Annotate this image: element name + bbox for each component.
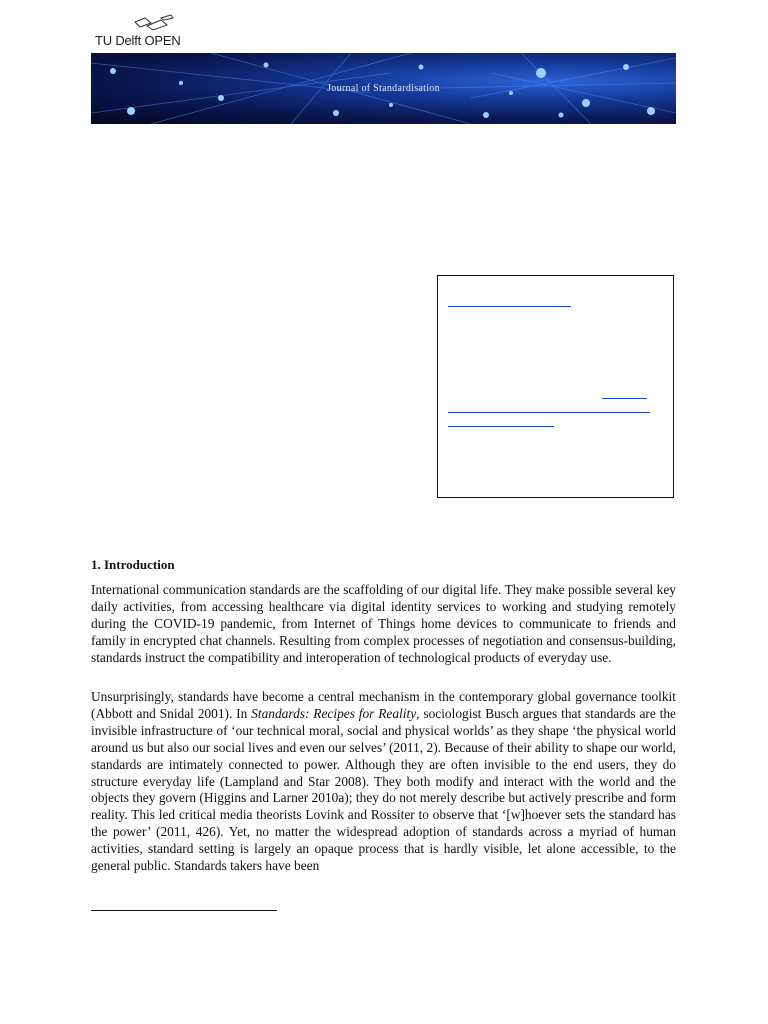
book-title: Standards: Recipes for Reality	[251, 705, 417, 721]
footnote-separator	[91, 910, 277, 911]
paragraph-2-text: Unsurprisingly, standards have become a central mechanism in the contemporary global governance toolkit (Abbott and Snidal 2001). In	[91, 689, 676, 721]
link-underline[interactable]	[448, 306, 571, 307]
section-heading: 1. Introduction	[91, 557, 175, 572]
article-info-box	[437, 275, 674, 498]
paragraph-1: International communication standards are the scaffolding of our digital life. They make possible several key daily activities, from accessing healthcare via digital identity services to working and studying remotely during the COVID-19 pandemic, from Internet of Things home devices to communicate to friends and family in encrypted chat channels. Resulting from complex processes of negotiation and consensus-building, standards instruct the compatibility and interoperation of technological products of everyday use.	[91, 582, 676, 665]
paragraph-2-text-continued: , sociologist Busch argues that standards are the invisible infrastructure of ‘our technical moral, social and physical worlds’ as they shape ‘the physical world around us but also our social lives and even our selves’ (2011, 2). Because of their ability to shape our world, standards are intimately connected to power. Although they are often invisible to the end users, they do structure everyday life (Lampland and Star 2008). They both modify and interact with the world and the objects they govern (Higgins and Larner 2010a); they do not merely describe but actively prescribe and form reality. This led critical media theorists Lovink and Rossiter to observe that ‘[w]hoever sets the standard has the power’ (2011, 426). Yet, no matter the widespread adoption of standards across a myriad of human activities, standard setting is largely an opaque process that is hardly visible, let alone accessible, to the general public. Standards takers have been	[91, 705, 676, 874]
tu-delft-open-logo	[91, 14, 191, 54]
logo-text: TU Delft OPEN	[95, 33, 181, 48]
link-underline[interactable]	[602, 398, 647, 399]
journal-banner	[91, 53, 676, 124]
link-underline[interactable]	[448, 426, 554, 427]
link-underline[interactable]	[448, 412, 650, 413]
paragraph-2	[91, 689, 676, 875]
banner-title: Journal of Standardisation	[327, 83, 440, 94]
flame-logo-icon	[131, 14, 179, 34]
